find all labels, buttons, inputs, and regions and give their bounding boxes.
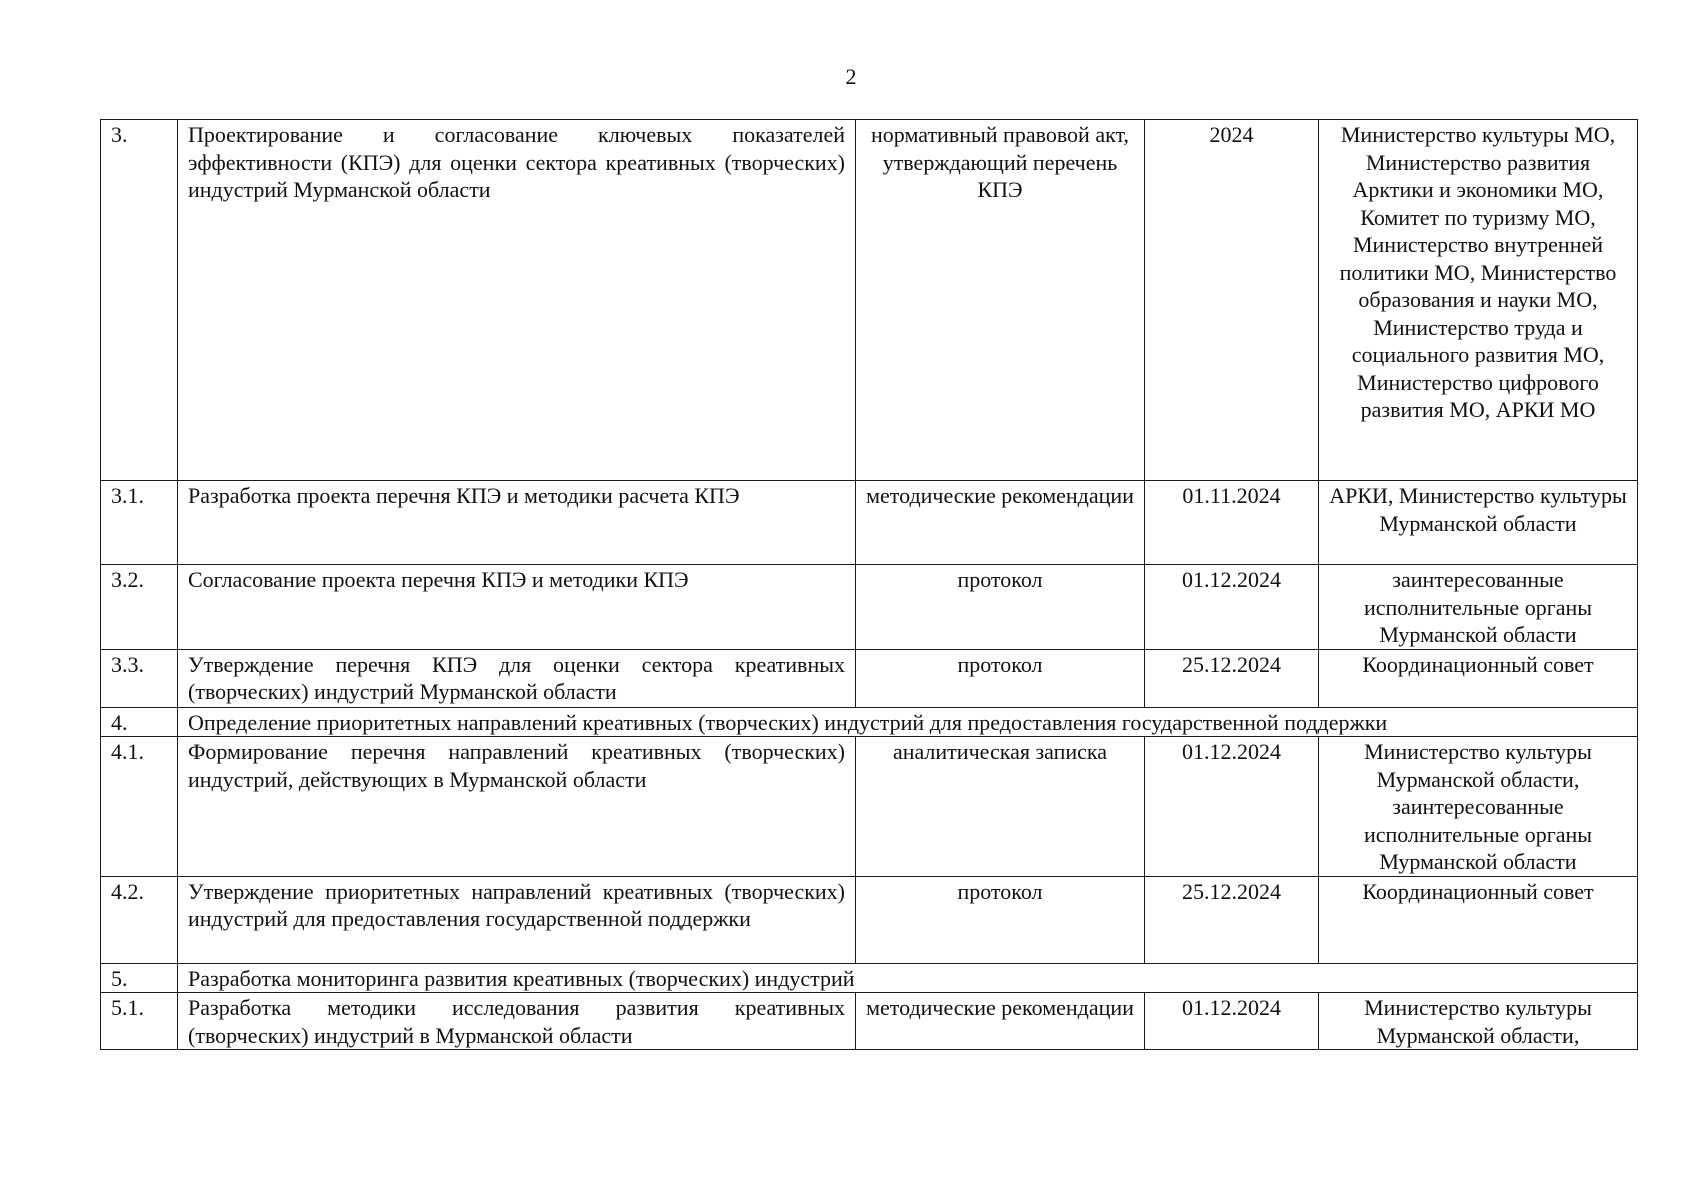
- plan-table: [100, 119, 1638, 1050]
- row-number: 3.1.: [101, 481, 178, 565]
- table-row: [101, 963, 1638, 993]
- table-row: [101, 120, 1638, 481]
- deadline-cell: 01.12.2024: [1145, 737, 1319, 877]
- table-row: [101, 565, 1638, 650]
- deadline-cell: 01.12.2024: [1145, 993, 1319, 1050]
- row-number: 5.: [101, 963, 178, 993]
- task-text: Разработка проекта перечня КПЭ и методики расчета КПЭ: [178, 481, 856, 565]
- row-number: 4.1.: [101, 737, 178, 877]
- result-cell: методические рекомендации: [856, 993, 1145, 1050]
- deadline-cell: 25.12.2024: [1145, 876, 1319, 963]
- row-number: 5.1.: [101, 993, 178, 1050]
- responsible-cell: Министерство культуры МО, Министерство развития Арктики и экономики МО, Комитет по туризму МО, Министерство внутренней политики МО, Министерство образования и науки МО, Министерство труда и социального развития МО, Министерство цифрового развития МО, АРКИ МО: [1319, 120, 1638, 481]
- table-row: [101, 993, 1638, 1050]
- deadline-cell: 01.11.2024: [1145, 481, 1319, 565]
- row-number: 4.: [101, 707, 178, 737]
- result-cell: протокол: [856, 876, 1145, 963]
- task-text: Разработка методики исследования развития креативных (творческих) индустрий в Мурманской области: [178, 993, 856, 1050]
- responsible-cell: АРКИ, Министерство культуры Мурманской области: [1319, 481, 1638, 565]
- responsible-cell: Министерство культуры Мурманской области,: [1319, 993, 1638, 1050]
- result-cell: протокол: [856, 649, 1145, 707]
- result-cell: протокол: [856, 565, 1145, 650]
- responsible-cell: Координационный совет: [1319, 876, 1638, 963]
- table-row: [101, 876, 1638, 963]
- deadline-cell: 2024: [1145, 120, 1319, 481]
- responsible-cell: Координационный совет: [1319, 649, 1638, 707]
- table-row: [101, 649, 1638, 707]
- row-number: 3.2.: [101, 565, 178, 650]
- table-row: [101, 707, 1638, 737]
- task-text: Согласование проекта перечня КПЭ и методики КПЭ: [178, 565, 856, 650]
- responsible-cell: Министерство культуры Мурманской области, заинтересованные исполнительные органы Мурманской области: [1319, 737, 1638, 877]
- responsible-cell: заинтересованные исполнительные органы Мурманской области: [1319, 565, 1638, 650]
- row-number: 3.: [101, 120, 178, 481]
- section-heading: Разработка мониторинга развития креативных (творческих) индустрий: [178, 963, 1638, 993]
- result-cell: аналитическая записка: [856, 737, 1145, 877]
- table-row: [101, 481, 1638, 565]
- result-cell: нормативный правовой акт, утверждающий перечень КПЭ: [856, 120, 1145, 481]
- result-cell: методические рекомендации: [856, 481, 1145, 565]
- page-number: 2: [845, 64, 857, 89]
- row-number: 4.2.: [101, 876, 178, 963]
- table-row: [101, 737, 1638, 877]
- section-heading: Определение приоритетных направлений креативных (творческих) индустрий для предоставления государственной поддержки: [178, 707, 1638, 737]
- deadline-cell: 01.12.2024: [1145, 565, 1319, 650]
- row-number: 3.3.: [101, 649, 178, 707]
- deadline-cell: 25.12.2024: [1145, 649, 1319, 707]
- task-text: Утверждение перечня КПЭ для оценки сектора креативных (творческих) индустрий Мурманской области: [178, 649, 856, 707]
- task-text: Формирование перечня направлений креативных (творческих) индустрий, действующих в Мурманской области: [178, 737, 856, 877]
- task-text: Утверждение приоритетных направлений креативных (творческих) индустрий для предоставления государственной поддержки: [178, 876, 856, 963]
- task-text: Проектирование и согласование ключевых показателей эффективности (КПЭ) для оценки сектора креативных (творческих) индустрий Мурманской области: [178, 120, 856, 481]
